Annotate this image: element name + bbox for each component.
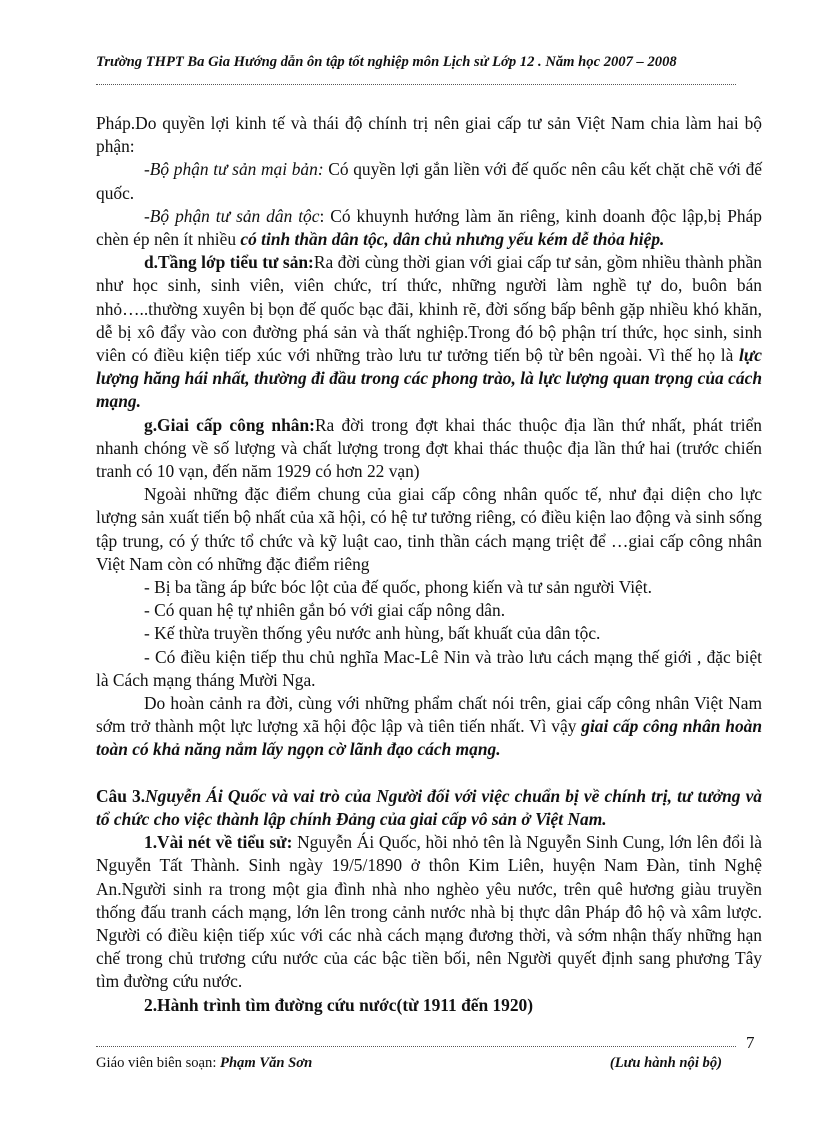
section-heading: 2.Hành trình tìm đường cứu nước(từ 1911 đến 1920) [144, 994, 534, 1015]
paragraph: Pháp.Do quyền lợi kinh tế và thái độ chính trị nên giai cấp tư sản Việt Nam chia làm hai bộ phận: [96, 113, 762, 157]
text: Do hoàn cảnh ra đời, cùng với những phẩm chất nói trên, giai cấp công nhân Việt Nam sớm trở thành một lực lượng xã hội độc lập và tiên tiến nhất. Vì vậy [96, 693, 762, 737]
footer-divider [96, 1046, 736, 1047]
text: Ra đời cùng thời gian với giai cấp tư sản, gồm nhiều thành phần như học sinh, sinh viên, viên chức, trí thức, những người làm nghề tự do, buôn bán nhỏ…..thường xuyên bị bọn đế quốc bạc đãi, khinh rẽ, đời sống bấp bênh gặp nhiều khó khăn, dễ bị xô đẩy vào con đường phá sản và thất nghiệp.Trong đó bộ phận trí thức, học sinh, sinh viên có điều kiện tiếp xúc với những trào lưu tư tưởng tiến bộ từ bên ngoài. Vì thế họ là [96, 252, 763, 366]
emphasis: có tinh thần dân tộc, dân chủ nhưng yếu kém dễ thỏa hiệp. [240, 229, 665, 250]
paragraph [96, 692, 762, 762]
paragraph [96, 158, 762, 204]
term: -Bộ phận tư sản dân tộc [144, 205, 320, 226]
list-item: - Kế thừa truyền thống yêu nước anh hùng, bất khuất của dân tộc. [144, 623, 601, 644]
question-number: Câu 3. [96, 785, 146, 806]
paragraph [96, 831, 762, 993]
text: Có quyền lợi gắn liền với đế quốc nên câu kết chặt chẽ với đế quốc. [96, 159, 762, 203]
emphasis: giai cấp công nhân hoàn toàn có khả năng nắm lấy ngọn cờ lãnh đạo cách mạng. [96, 716, 763, 760]
paragraph [96, 251, 762, 413]
paragraph [96, 205, 762, 251]
author-name: Phạm Văn Sơn [220, 1055, 313, 1071]
paragraph [96, 414, 762, 484]
term: -Bộ phận tư sản mại bản: [144, 159, 324, 180]
question-title: Nguyễn Ái Quốc và vai trò của Người đối với việc chuẩn bị về chính trị, tư tưởng và tổ chức cho việc thành lập chính Đảng của giai cấp vô sản ở Việt Nam. [96, 785, 762, 829]
page-number: 7 [746, 1033, 755, 1052]
page-header: Trường THPT Ba Gia Hướng dẫn ôn tập tốt nghiệp môn Lịch sử Lớp 12 . Năm học 2007 – 2008 [96, 54, 677, 70]
section-heading: 1.Vài nét về tiểu sử: [144, 832, 293, 853]
list-item: - Có quan hệ tự nhiên gắn bó với giai cấp nông dân. [144, 600, 506, 621]
paragraph: Ngoài những đặc điểm chung của giai cấp công nhân quốc tế, như đại diện cho lực lượng sản xuất tiến bộ nhất của xã hội, có hệ tư tưởng riêng, có điều kiện lao động và sinh sống tập trung, có ý thức tổ chức và kỹ luật cao, tinh thần cách mạng triệt để …giai cấp công nhân Việt Nam còn có những đặc điểm riêng [96, 484, 762, 574]
list-item: - Bị ba tầng áp bức bóc lột của đế quốc, phong kiến và tư sản người Việt. [144, 577, 652, 598]
section-heading: d.Tầng lớp tiểu tư sản: [144, 252, 314, 273]
section-heading: g.Giai cấp công nhân: [144, 414, 315, 435]
circulation-note: (Lưu hành nội bộ) [609, 1055, 722, 1071]
list-item: - Có điều kiện tiếp thu chủ nghĩa Mac-Lê Nin và trào lưu cách mạng thế giới , đặc biệt là Cách mạng tháng Mười Nga. [96, 646, 762, 690]
header-divider [96, 84, 736, 85]
question-heading [96, 785, 762, 831]
text: : Có khuynh hướng làm ăn riêng, kinh doanh độc lập,bị Pháp chèn ép nên ít nhiều [96, 205, 762, 250]
page-content [96, 112, 762, 1017]
page-footer [96, 1055, 722, 1072]
text: Ra đời trong đợt khai thác thuộc địa lần thứ nhất, phát triển nhanh chóng về số lượng và chất lượng trong đợt khai thác thuộc địa lần thứ hai (trước chiến tranh có 10 vạn, đến năm 1929 có hơn 22 vạn) [96, 414, 763, 482]
emphasis: lực lượng hăng hái nhất, thường đi đầu trong các phong trào, là lực lượng quan trọng của cách mạng. [96, 345, 762, 412]
text: Nguyễn Ái Quốc, hồi nhỏ tên là Nguyễn Sinh Cung, lớn lên đổi là Nguyễn Tất Thành. Sinh ngày 19/5/1890 ở thôn Kim Liên, huyện Nam Đàn, tỉnh Nghệ An.Người sinh ra trong một gia đình nhà nho nghèo yêu nước, trên quê hương giàu truyền thống đấu tranh cách mạng, lớn lên trong cảnh nước nhà bị thực dân Pháp đô hộ và xâm lược. Người có điều kiện tiếp xúc với các nhà cách mạng đương thời, và sớm nhận thấy những hạn chế trong chủ trương cứu nước của các bậc tiền bối, nên Người quyết định sang phương Tây tìm đường cứu nước. [96, 832, 763, 992]
author-label: Giáo viên biên soạn: [96, 1055, 221, 1071]
spacer [96, 762, 762, 785]
